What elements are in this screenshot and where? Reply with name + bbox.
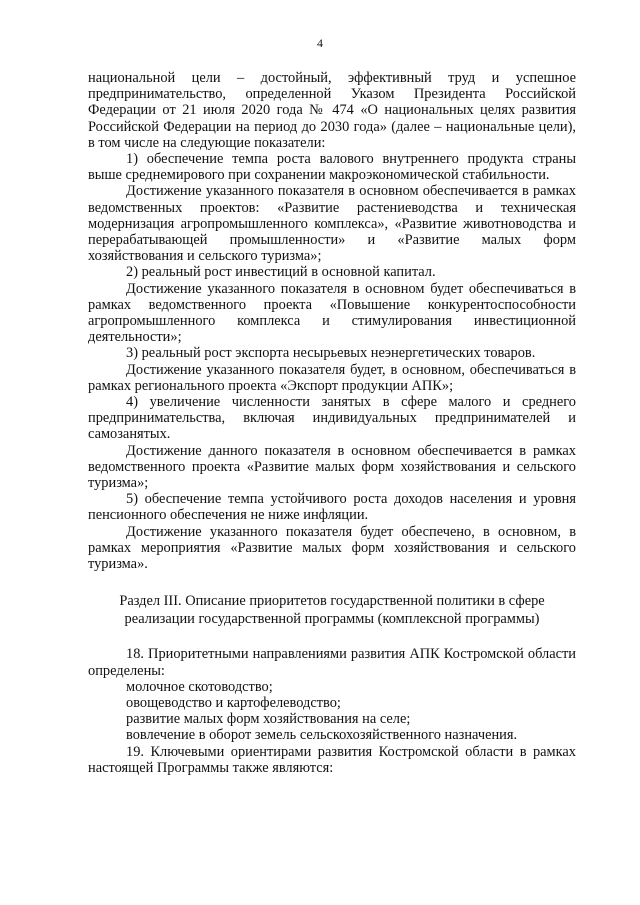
- paragraph: 4) увеличение численности занятых в сфере малого и среднего предпринимательства, включая индивидуальных предпринимателей и самозанятых.: [88, 394, 576, 443]
- paragraph: 5) обеспечение темпа устойчивого роста доходов населения и уровня пенсионного обеспечения не ниже инфляции.: [88, 491, 576, 524]
- section-heading-line: реализации государственной программы (комплексной программы): [124, 611, 540, 628]
- page-number: 4: [317, 36, 323, 50]
- paragraph: 3) реальный рост экспорта несырьевых неэнергетических товаров.: [126, 345, 536, 362]
- paragraph: 2) реальный рост инвестиций в основной капитал.: [126, 264, 436, 281]
- numbered-paragraph-19: 19. Ключевыми ориентирами развития Костромской области в рамках настоящей Программы также являются:: [88, 743, 576, 776]
- list-item: развитие малых форм хозяйствования на селе;: [126, 711, 411, 728]
- list-item: овощеводство и картофелеводство;: [126, 694, 341, 711]
- numbered-paragraph-18: 18. Приоритетными направлениями развития АПК Костромской области определены:: [88, 646, 576, 679]
- paragraph: 1) обеспечение темпа роста валового внутреннего продукта страны выше среднемирового при сохранении макроэкономической стабильности.: [88, 151, 576, 184]
- paragraph: Достижение указанного показателя в основном будет обеспечиваться в рамках ведомственного проекта «Повышение конкурентоспособности агропромышленного комплекса и стимулирования инвестиционной деятельности»;: [88, 280, 576, 346]
- paragraph: Достижение данного показателя в основном обеспечивается в рамках ведомственного проекта «Развитие малых форм хозяйствования и сельского туризма»;: [88, 442, 576, 492]
- list-item: молочное скотоводство;: [126, 678, 273, 695]
- paragraph: Достижение указанного показателя в основном обеспечивается в рамках ведомственных проектов: «Развитие растениеводства и техническая модернизация агропромышленного комплекса», «Развитие животноводства и перерабатывающей промышленности» и «Развитие малых форм хозяйствования и сельского туризма»;: [88, 183, 576, 265]
- paragraph: Достижение указанного показателя будет, в основном, обеспечиваться в рамках регионального проекта «Экспорт продукции АПК»;: [88, 361, 576, 394]
- document-body: [88, 70, 576, 776]
- section-heading: [88, 592, 576, 628]
- section-heading-line: Раздел III. Описание приоритетов государственной политики в сфере: [119, 593, 545, 610]
- list-item: вовлечение в оборот земель сельскохозяйственного назначения.: [126, 727, 518, 744]
- paragraph: национальной цели – достойный, эффективный труд и успешное предпринимательство, определенной Указом Президента Российской Федерации от 21 июля 2020 года № 474 «О национальных целях развития Российской Федерации на период до 2030 года» (далее – национальные цели), в том числе на следующие показатели:: [88, 70, 576, 151]
- paragraph: Достижение указанного показателя будет обеспечено, в основном, в рамках мероприятия «Развитие малых форм хозяйствования и сельского туризма».: [88, 523, 576, 573]
